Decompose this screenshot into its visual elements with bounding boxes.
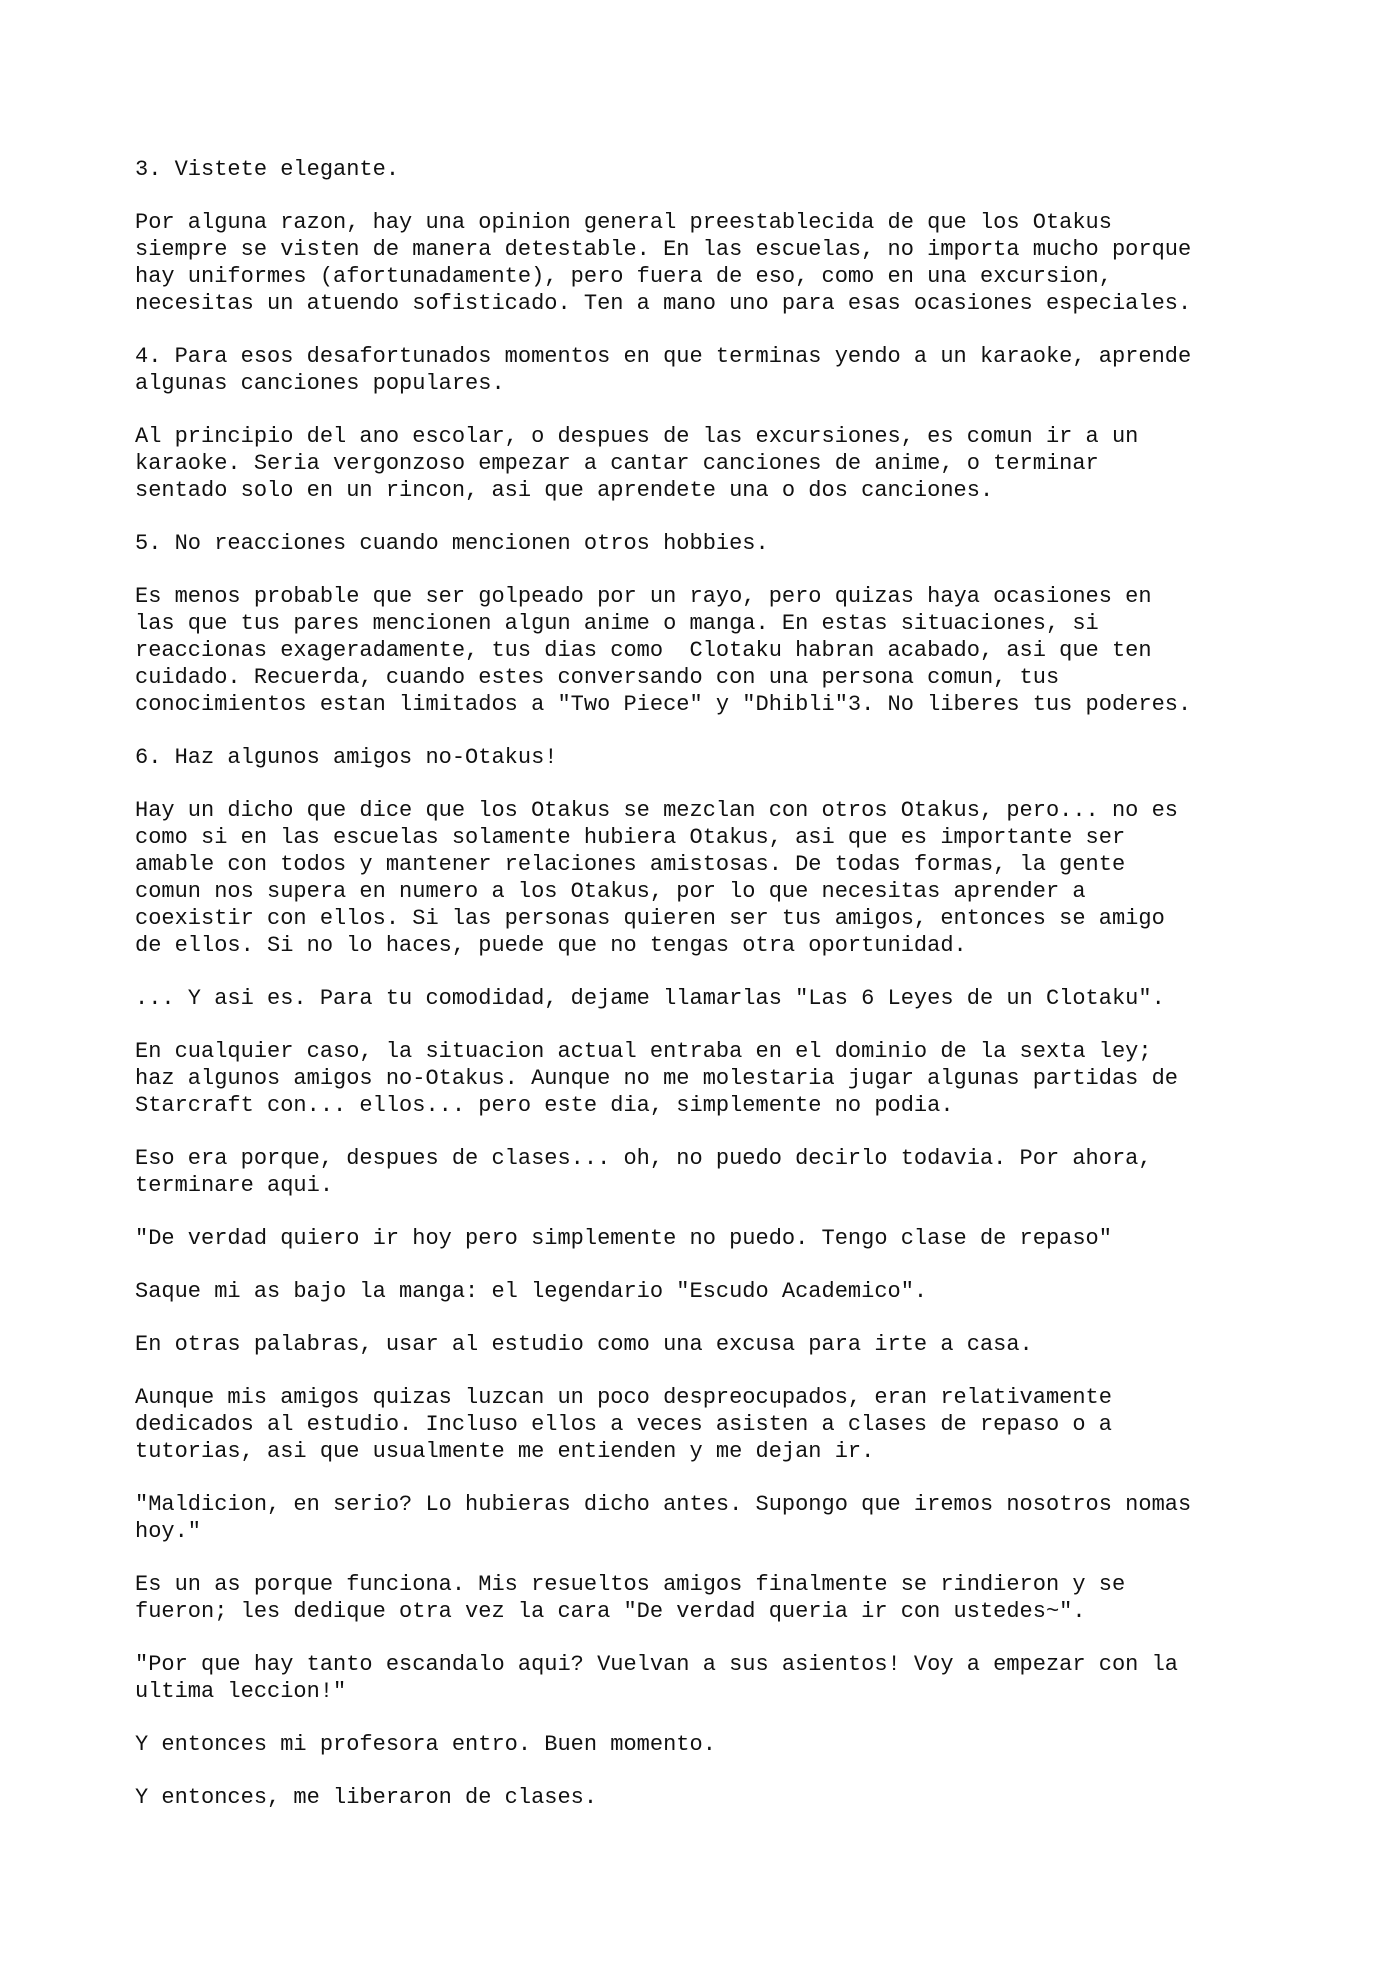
dialogue-line: "Maldicion, en serio? Lo hubieras dicho antes. Supongo que iremos nosotros nomas hoy." [135,1492,1192,1544]
heading-law-3: 3. Vistete elegante. [135,157,400,182]
paragraph: ... Y asi es. Para tu comodidad, dejame llamarlas "Las 6 Leyes de un Clotaku". [135,986,1165,1011]
paragraph: En otras palabras, usar al estudio como una excusa para irte a casa. [135,1332,1033,1357]
dialogue-line: "Por que hay tanto escandalo aqui? Vuelvan a sus asientos! Voy a empezar con la ultima leccion!" [135,1652,1178,1704]
paragraph: En cualquier caso, la situacion actual entraba en el dominio de la sexta ley; haz algunos amigos no-Otakus. Aunque no me molestaria jugar algunas partidas de Starcraft con... ellos... pero este dia, simplemente no podia. [135,1039,1178,1118]
paragraph: Al principio del ano escolar, o despues de las excursiones, es comun ir a un karaoke. Seria vergonzoso empezar a cantar canciones de anime, o terminar sentado solo en un rincon, asi que aprendete una o dos canciones. [135,424,1139,503]
heading-law-6: 6. Haz algunos amigos no-Otakus! [135,745,558,770]
document-page [135,156,1315,1837]
paragraph: Hay un dicho que dice que los Otakus se mezclan con otros Otakus, pero... no es como si en las escuelas solamente hubiera Otakus, asi que es importante ser amable con todos y mantener relaciones amistosas. De todas formas, la gente comun nos supera en numero a los Otakus, por lo que necesitas aprender a coexistir con ellos. Si las personas quieren ser tus amigos, entonces se amigo de ellos. Si no lo haces, puede que no tengas otra oportunidad. [135,798,1178,958]
heading-law-5: 5. No reacciones cuando mencionen otros hobbies. [135,531,769,556]
paragraph: Y entonces, me liberaron de clases. [135,1785,598,1810]
paragraph: Por alguna razon, hay una opinion general preestablecida de que los Otakus siempre se visten de manera detestable. En las escuelas, no importa mucho porque hay uniformes (afortunadamente), pero fuera de eso, como en una excursion, necesitas un atuendo sofisticado. Ten a mano uno para esas ocasiones especiales. [135,210,1192,316]
paragraph: Eso era porque, despues de clases... oh, no puedo decirlo todavia. Por ahora, terminare aqui. [135,1146,1152,1198]
paragraph: Saque mi as bajo la manga: el legendario "Escudo Academico". [135,1279,928,1304]
paragraph: Es menos probable que ser golpeado por un rayo, pero quizas haya ocasiones en las que tus pares mencionen algun anime o manga. En estas situaciones, si reaccionas exageradamente, tus dias como Clotaku habran acabado, asi que ten cuidado. Recuerda, cuando estes conversando con una persona comun, tus conocimientos estan limitados a "Two Piece" y "Dhibli"3. No liberes tus poderes. [135,584,1192,717]
paragraph: Y entonces mi profesora entro. Buen momento. [135,1732,716,1757]
paragraph: Aunque mis amigos quizas luzcan un poco despreocupados, eran relativamente dedicados al estudio. Incluso ellos a veces asisten a clases de repaso o a tutorias, asi que usualmente me entienden y me dejan ir. [135,1385,1112,1464]
dialogue-line: "De verdad quiero ir hoy pero simplemente no puedo. Tengo clase de repaso" [135,1226,1112,1251]
heading-law-4: 4. Para esos desafortunados momentos en que terminas yendo a un karaoke, aprende algunas canciones populares. [135,344,1192,396]
paragraph: Es un as porque funciona. Mis resueltos amigos finalmente se rindieron y se fueron; les dedique otra vez la cara "De verdad queria ir con ustedes~". [135,1572,1126,1624]
